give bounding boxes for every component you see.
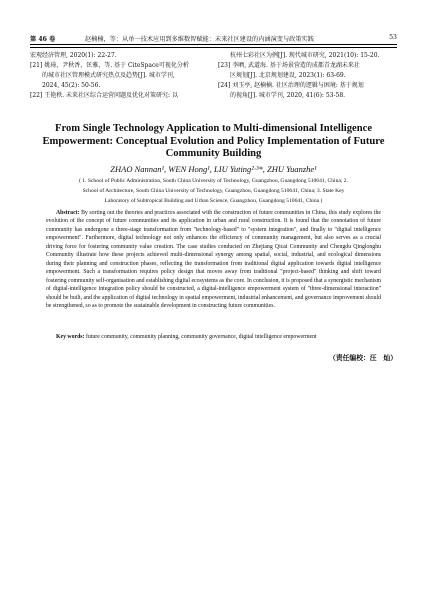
- author-list: ZHAO Nannan¹, WEN Hong¹, LIU Yuting²·³*, ZHU Yuanzhe¹: [110, 164, 317, 174]
- affiliation-line: Laboratory of Subtropical Building and Urban Science, Guangzhou, Guangdong 510641, China ): [104, 198, 323, 204]
- reference-line: 2024, 45(2): 50-56.: [42, 82, 101, 89]
- title-line: From Single Technology Application to Multi-dimensional Intelligence: [54, 123, 373, 134]
- english-title: [30, 123, 397, 161]
- keywords-line: [46, 334, 381, 340]
- header-rule-thick: [30, 44, 397, 45]
- affiliations: [30, 176, 397, 206]
- page-number: 53: [389, 34, 397, 41]
- volume-label: 第 46 卷: [30, 36, 56, 43]
- reference-line: [23] 李晒, 武道海. 基于场景营造的成都青龙湖未来社: [218, 62, 360, 69]
- abstract-text: By sorting out the theories and practices associated with the construction of future communities in China, this study explores the evolution of the concept of future communities and its application in urban and rural construction. It is found that the connotation of future community has undergone a three-stage transformation from "technology-based" to "system integration", and finally to "digital intelligence empowerment". Furthermore, digital technology not only enhances the efficiency of community management, but also serves as a crucial driving force for fostering community value creation. The case studies conducted on Zhejiang Qicai Community and Chengdu Qinglonghu Community illustrate how these projects achieved multi-dimensional synergy among spatial, social, industrial, and ecological dimensions during their planning and construction phases, reflecting the transformation from traditional digital application towards digital intelligence empowerment. Such a transformation requires policy design that moves away from traditional "project-based" thinking and shift toward fostering community self-organisation and establishing digital ecosystems as the core. In conclusion, it is proposed that a synergistic mechanism of digital-intelligence integration policy should be constructed, a digital-intelligence empowerment system of "three-dimensional interaction" should be built, and the application of digital technology in spatial empowerment, industrial enhancement, and governance improvement should be strengthened, so as to promote the sustainable development in constructing future communities.: [46, 210, 381, 309]
- references-left-column: [30, 51, 210, 101]
- abstract-label: Abstract:: [56, 210, 80, 216]
- title-line: Community Building: [165, 148, 262, 159]
- title-line: Empowerment: Conceptual Evolution and Policy Implementation of Future: [42, 135, 385, 147]
- affiliation-line: ( 1. School of Public Administration, South China University of Technology, Guangzhou, Guangdong 510641, China; 2.: [78, 178, 349, 184]
- keywords-label: Key words:: [56, 334, 85, 340]
- reference-line: 杭州七彩社区为例[J]. 现代城市研究, 2021(10): 15-20.: [230, 52, 380, 59]
- reference-line: [21] 姚琦，尹秋香，匡雅，等. 基于 CiteSpace可视化分析: [30, 62, 189, 69]
- running-title: 赵楠楠，等：从单一技术应用到多维数智赋能：未来社区建设的内涵演变与政策实践: [85, 36, 314, 43]
- reference-line: [24] 刘玉亭, 赵楠楠. 社区治理的逻辑与困境: 基于规划: [218, 82, 364, 89]
- reference-line: 宏观经济管理, 2020(1): 22-27.: [30, 52, 117, 59]
- reference-line: 的视角[J]. 城市学刊, 2020, 41(6): 53-58.: [230, 92, 346, 99]
- affiliation-line: School of Architecture, South China University of Technology, Guangzhou, Guangdong 510641, China; 3. State Key: [82, 188, 345, 194]
- abstract-paragraph: [46, 209, 381, 310]
- reference-line: 的城市社区管理模式研究热点及趋势[J]. 城市学刊,: [42, 72, 175, 79]
- reference-line: [22] 王艳秩. 未来社区综合运营问题及优化对策研究: 以: [30, 92, 178, 99]
- keywords-text: future community, community planning, community governance, digital intelligence empowerment: [85, 334, 317, 340]
- reference-line: 区规划[J]. 北京规划建设, 2023(1): 63-69.: [230, 72, 346, 79]
- editor-note: （责任编校：汪 灿）: [329, 354, 397, 362]
- header-rule-thin: [30, 47, 397, 48]
- references-right-column: [218, 51, 400, 101]
